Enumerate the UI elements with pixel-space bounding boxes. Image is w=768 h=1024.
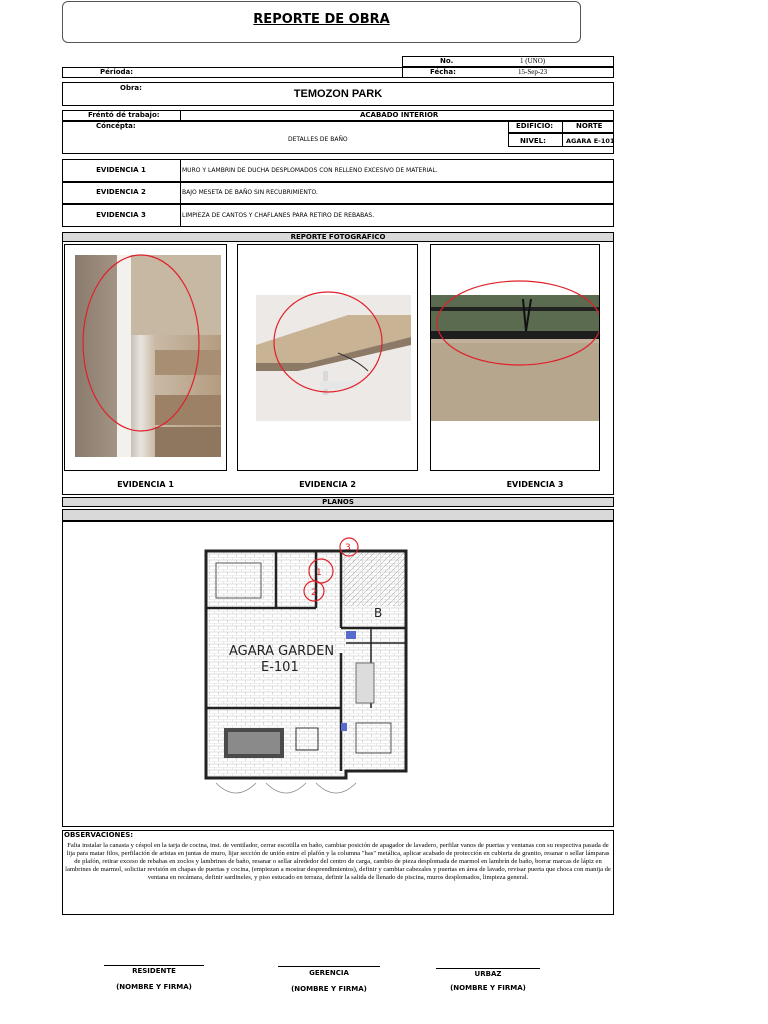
signature-sub: (NOMBRE Y FIRMA) xyxy=(450,984,526,992)
fecha-value: 15-Sep-23 xyxy=(518,68,548,76)
evidencia-text: MURO Y LAMBRIN DE DUCHA DESPLOMADOS CON RELLENO EXCESIVO DE MATERIAL. xyxy=(182,167,438,174)
evidencia-divider xyxy=(180,182,181,204)
signature-line xyxy=(104,965,204,966)
concepto-label: Cóncépta: xyxy=(96,122,136,130)
edificio-value: NORTE xyxy=(576,122,603,130)
plan-marker-2: 2 xyxy=(311,588,317,598)
photo-caption: EVIDENCIA 3 xyxy=(506,480,564,489)
photo-1-image xyxy=(65,245,226,470)
fecha-label: Fécha: xyxy=(430,68,456,76)
plan-marker-1: 1 xyxy=(316,568,322,578)
nivel-label: NIVEL: xyxy=(520,137,546,145)
signature-sub: (NOMBRE Y FIRMA) xyxy=(291,985,367,993)
photo-evidencia-3 xyxy=(430,244,600,471)
evidencia-label: EVIDENCIA 1 xyxy=(96,166,146,174)
signature-role: RESIDENTE xyxy=(132,967,176,975)
photo-evidencia-2 xyxy=(237,244,418,471)
evidencia-label: EVIDENCIA 2 xyxy=(96,188,146,196)
floor-plan-drawing xyxy=(196,533,426,808)
photo-caption: EVIDENCIA 1 xyxy=(117,480,174,489)
floor-plan xyxy=(196,533,426,808)
evidencia-divider xyxy=(180,159,181,182)
frente-label: Fréntó dé trabajo: xyxy=(88,111,160,119)
periodo-label: Périoda: xyxy=(100,68,134,76)
no-label: No. xyxy=(440,57,454,65)
signature-sub: (NOMBRE Y FIRMA) xyxy=(116,983,192,991)
photo-2-image xyxy=(238,245,417,470)
planos-subheader xyxy=(62,509,614,521)
photo-section-title: REPORTE FOTOGRÁFICO xyxy=(290,233,386,241)
frente-value: ACABADO INTERIOR xyxy=(360,111,439,119)
concepto-value: DETALLES DE BAÑO xyxy=(288,136,348,143)
planos-title: PLANOS xyxy=(322,498,354,506)
periodo-divider xyxy=(402,67,403,78)
plan-label-1: AGARA GARDEN xyxy=(229,644,335,659)
signature-line xyxy=(278,966,380,967)
plan-marker-3: 3 xyxy=(345,543,351,553)
photo-3-image xyxy=(431,245,599,470)
signature-role: URBAZ xyxy=(474,970,502,978)
signature-line xyxy=(436,968,540,969)
report-title: REPORTE DE OBRA xyxy=(253,12,390,27)
no-value: 1 (UNO) xyxy=(520,57,546,65)
frente-divider xyxy=(180,110,181,121)
evidencia-text: LIMPIEZA DE CANTOS Y CHAFLANES PARA RETIRO DE REBABAS. xyxy=(182,212,375,219)
observaciones-label: OBSERVACIONES: xyxy=(64,831,134,839)
plan-room-b: B xyxy=(374,606,383,620)
edificio-label: EDIFICIO: xyxy=(516,122,554,130)
obra-value: TEMOZON PARK xyxy=(293,88,383,100)
photo-caption: EVIDENCIA 2 xyxy=(299,480,356,489)
no-row xyxy=(402,56,614,67)
obra-label: Obra: xyxy=(120,84,142,92)
observaciones-text: Falta instalar la canasta y céspol en la tarja de cocina, inst. de ventilador, cerrar escotilla en baño, cambiar posición de apagador de lavadero, perfilar vanos de puertas y ventanas con su respectiva pasada de lija para matar filos, perfilación de aristas en juntas de muro, lijar sección de unión entre el plafón y la columna "has" metálica, aplicar acabado de protección en cubierta de granito, resanar o sellar lámparas de plafón, retirar exceso de rebabas en zoclos y lambrines de baño, resanar o sellar alrededor del centro de carga, cambio de pieza desplomada de marmol en lambrín de baño, borrar marcas de lápiz en lambrines de marmol, solicitar revisión en chapas de puertas y cocina, (empiezan a mostrar desprendimientos), definir y cambiar cabezales y puertas en área de lavado, revisar puerta que choca con manija de ventana en recámara, definir sardineles, y piso estucado en terraza, definir la salida de llenado de piscina, muros desplomados, limpieza general. xyxy=(65,842,611,881)
plan-label-2: E-101 xyxy=(261,660,299,675)
photo-evidencia-1 xyxy=(64,244,227,471)
signature-role: GERENCIA xyxy=(309,969,349,977)
evidencia-label: EVIDENCIA 3 xyxy=(96,211,146,219)
nivel-value: AGARA E-101 xyxy=(566,137,615,145)
evidencia-divider xyxy=(180,204,181,227)
evidencia-text: BAJO MESETA DE BAÑO SIN RECUBRIMIENTO. xyxy=(182,189,318,196)
